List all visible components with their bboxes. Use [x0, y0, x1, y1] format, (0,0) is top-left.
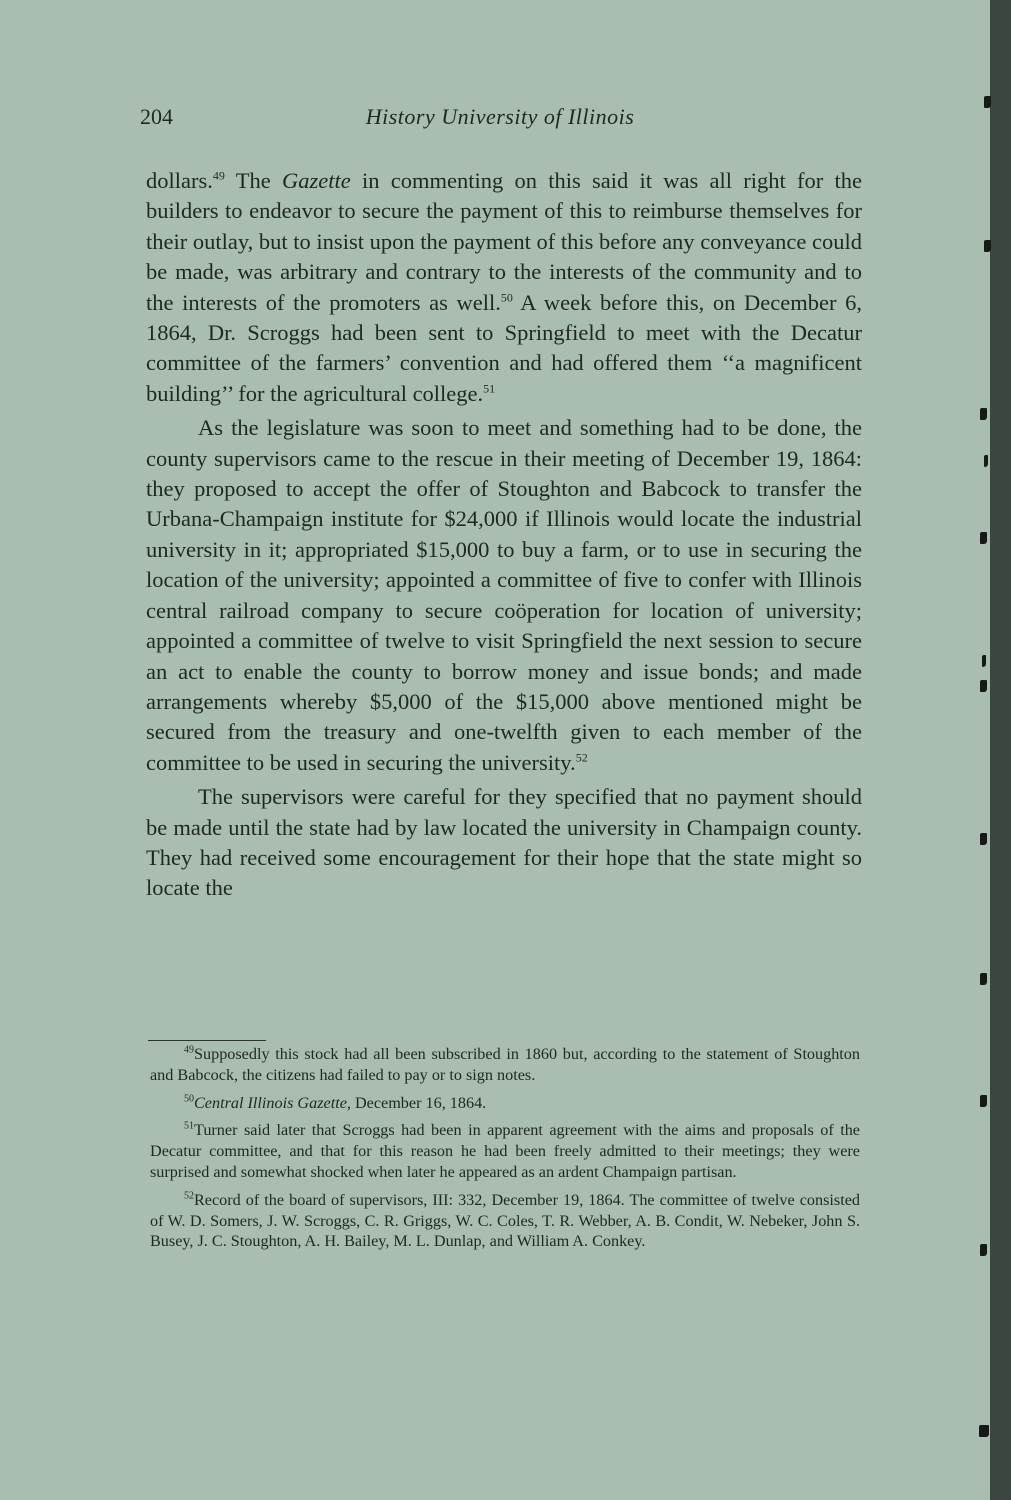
- ink-speck: [979, 1425, 989, 1437]
- footnote: [150, 1044, 860, 1086]
- footnote-text: December 16, 1864.: [350, 1093, 487, 1112]
- text-run: A week before this, on December 6, 1864, Dr. Scroggs had been sent to Springfield to meet with the Decatur committee of the farmers’ convention and had offered them ‘‘a magnificent building’’ for the agricultural college.: [146, 289, 862, 406]
- footnote-ref: 51: [483, 381, 496, 396]
- ink-speck: [984, 455, 988, 467]
- footnote: [150, 1190, 860, 1252]
- text-run: in commenting on this said it was all right for the builders to endeavor to secure the payment of this to reimburse themselves for their outlay, but to insist upon the payment of this before any conveyance could be made, was arbitrary and contrary to the interests of the community and to the interests of the promoters as well.: [146, 168, 862, 315]
- page-number: 204: [140, 104, 173, 129]
- publication-title: Gazette: [281, 168, 351, 193]
- ink-speck: [980, 408, 987, 420]
- footnote-number: 52: [184, 1190, 194, 1202]
- ink-speck: [980, 680, 987, 692]
- footnote-number: 49: [184, 1044, 194, 1056]
- body-text: [146, 166, 862, 904]
- ink-speck: [980, 973, 987, 985]
- footnote-text: Supposedly this stock had all been subscribed in 1860 but, according to the statement of Stoughton and Babcock, the citizens had failed to pay or to sign notes.: [150, 1045, 860, 1084]
- ink-speck: [980, 1244, 987, 1256]
- footnote: [150, 1120, 860, 1182]
- footnote-ref: 52: [575, 750, 588, 765]
- ink-speck: [984, 240, 991, 252]
- footnotes: [150, 1044, 860, 1259]
- paragraph-1: [146, 166, 862, 409]
- ink-speck: [980, 833, 987, 845]
- text-run: The: [224, 168, 282, 193]
- footnote: [150, 1093, 860, 1114]
- footnote-italic: Central Illinois Gazette,: [194, 1093, 351, 1112]
- footnote-text: Turner said later that Scroggs had been in apparent agreement with the aims and proposals of the Decatur committee, and that for this reason he had been freely admitted to their meetings; they were surprised and somewhat shocked when later he appeared as an ardent Champaign partisan.: [150, 1121, 860, 1181]
- page-header: [140, 104, 860, 144]
- footnote-divider: [148, 1040, 266, 1041]
- footnote-text: Record of the board of supervisors, III: 332, December 19, 1864. The committee of twelve consisted of W. D. Somers, J. W. Scroggs, C. R. Griggs, W. C. Coles, T. R. Webber, A. B. Condit, W. Nebeker, John S. Busey, J. C. Stoughton, A. H. Bailey, M. L. Dunlap, and William A. Conkey.: [150, 1190, 860, 1251]
- ink-speck: [980, 1095, 987, 1107]
- ink-speck: [982, 655, 986, 667]
- text-run: As the legislature was soon to meet and something had to be done, the county supervisors came to the rescue in their meeting of December 19, 1864: they proposed to accept the offer of Stoughton and Babcock to transfer the Urbana-Champaign institute for $24,000 if Illinois would locate the industrial university in it; appropriated $15,000 to buy a farm, or to use in securing the location of the university; appointed a committee of five to confer with Illinois central railroad company to secure coöperation for location of university; appointed a committee of twelve to visit Springfield the next session to secure an act to enable the county to borrow money and issue bonds; and made arrangements whereby $5,000 of the $15,000 above mentioned might be secured from the treasury and one-twelfth given to each member of the committee to be used in securing the university.: [146, 415, 862, 775]
- footnote-ref: 50: [500, 290, 513, 305]
- ink-speck: [984, 96, 991, 108]
- ink-speck: [980, 532, 987, 544]
- paragraph-3: [146, 782, 862, 904]
- text-run: The supervisors were careful for they specified that no payment should be made until the state had by law located the university in Champaign county. They had received some encouragement for their hope that the state might so locate the: [146, 784, 862, 901]
- footnote-number: 51: [184, 1121, 194, 1132]
- footnote-number: 50: [184, 1093, 194, 1105]
- paragraph-2: [146, 413, 862, 778]
- footnote-ref: 49: [212, 168, 225, 183]
- running-head: History University of Illinois: [365, 104, 635, 129]
- text-run: dollars.: [146, 168, 213, 193]
